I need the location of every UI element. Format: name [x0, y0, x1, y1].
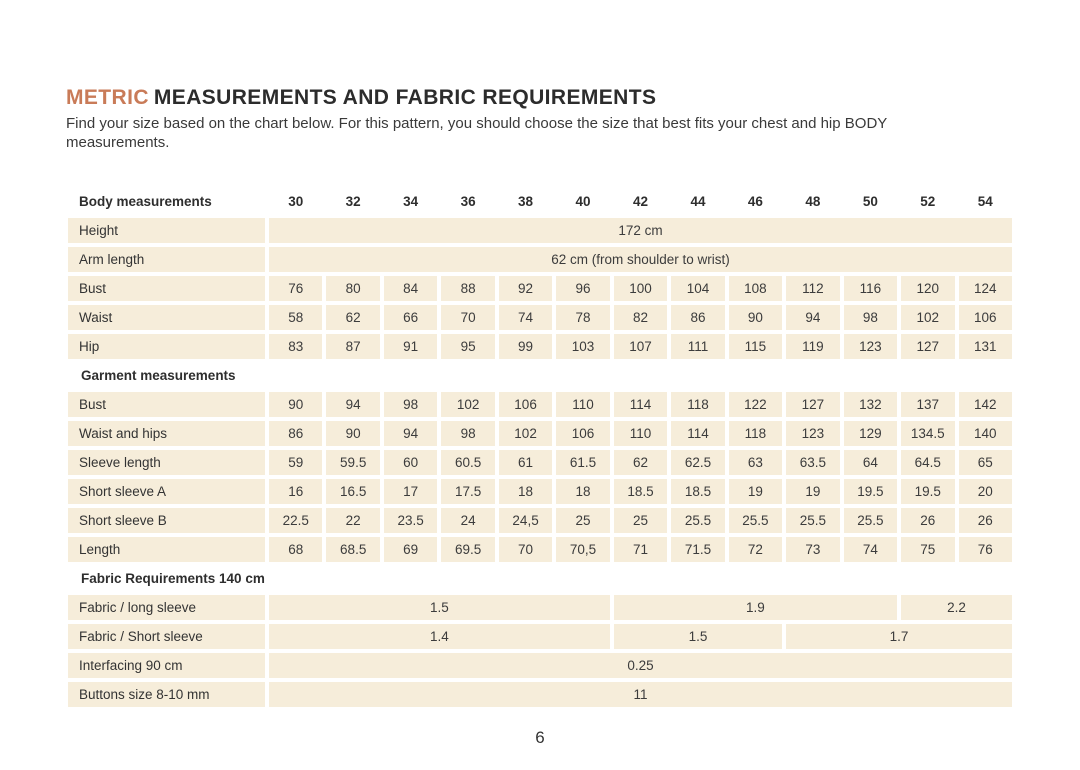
- value-cell: 1.5: [269, 595, 610, 620]
- value-cell: 122: [729, 392, 782, 417]
- value-cell: 80: [326, 276, 379, 301]
- value-cell: 90: [269, 392, 322, 417]
- table-row: [68, 653, 1012, 678]
- table-row: [68, 595, 1012, 620]
- value-cell: 62.5: [671, 450, 724, 475]
- value-cell: 18.5: [614, 479, 667, 504]
- row-label: Waist and hips: [68, 421, 265, 446]
- value-cell: 172 cm: [269, 218, 1012, 243]
- value-cell: 60.5: [441, 450, 494, 475]
- page-title: [66, 0, 1012, 110]
- value-cell: 22.5: [269, 508, 322, 533]
- value-cell: 114: [671, 421, 724, 446]
- table-row: [68, 479, 1012, 504]
- value-cell: 87: [326, 334, 379, 359]
- value-cell: 70,5: [556, 537, 609, 562]
- table-header-row: [68, 189, 1012, 214]
- value-cell: 69: [384, 537, 437, 562]
- value-cell: 76: [959, 537, 1012, 562]
- value-cell: 59: [269, 450, 322, 475]
- value-cell: 127: [901, 334, 954, 359]
- row-label: Fabric / long sleeve: [68, 595, 265, 620]
- value-cell: 86: [269, 421, 322, 446]
- value-cell: 64.5: [901, 450, 954, 475]
- row-label: Interfacing 90 cm: [68, 653, 265, 678]
- value-cell: 102: [901, 305, 954, 330]
- size-header-cell: 32: [345, 194, 361, 210]
- row-label: Sleeve length: [68, 450, 265, 475]
- value-cell: 100: [614, 276, 667, 301]
- value-cell: 1.9: [614, 595, 897, 620]
- value-cell: 86: [671, 305, 724, 330]
- subtitle: [66, 114, 1012, 152]
- value-cell: 63.5: [786, 450, 839, 475]
- value-cell: 137: [901, 392, 954, 417]
- value-cell: 65: [959, 450, 1012, 475]
- value-cell: 123: [844, 334, 897, 359]
- value-cell: 98: [844, 305, 897, 330]
- value-cell: 20: [959, 479, 1012, 504]
- value-cell: 94: [326, 392, 379, 417]
- value-cell: 98: [441, 421, 494, 446]
- value-cell: 25.5: [786, 508, 839, 533]
- table-row: [68, 508, 1012, 533]
- table-row: [68, 421, 1012, 446]
- value-cell: 106: [556, 421, 609, 446]
- value-cell: 110: [614, 421, 667, 446]
- value-cell: 16: [269, 479, 322, 504]
- value-cell: 17: [384, 479, 437, 504]
- value-cell: 71: [614, 537, 667, 562]
- value-cell: 92: [499, 276, 552, 301]
- row-label: Hip: [68, 334, 265, 359]
- value-cell: 22: [326, 508, 379, 533]
- row-label: Height: [68, 218, 265, 243]
- value-cell: 111: [671, 334, 724, 359]
- value-cell: 23.5: [384, 508, 437, 533]
- value-cell: 94: [384, 421, 437, 446]
- value-cell: 95: [441, 334, 494, 359]
- value-cell: 25: [614, 508, 667, 533]
- value-cell: 2.2: [901, 595, 1012, 620]
- value-cell: 18: [556, 479, 609, 504]
- value-cell: 78: [556, 305, 609, 330]
- row-label: Short sleeve B: [68, 508, 265, 533]
- value-cell: 120: [901, 276, 954, 301]
- value-cell: 61.5: [556, 450, 609, 475]
- content-area: [66, 0, 1012, 748]
- value-cell: 72: [729, 537, 782, 562]
- value-cell: 59.5: [326, 450, 379, 475]
- row-label: Buttons size 8-10 mm: [68, 682, 265, 707]
- value-cell: 62: [326, 305, 379, 330]
- table-row: [68, 450, 1012, 475]
- value-cell: 25.5: [844, 508, 897, 533]
- value-cell: 124: [959, 276, 1012, 301]
- value-cell: 106: [499, 392, 552, 417]
- value-cell: 18.5: [671, 479, 724, 504]
- subtitle-line-1: Find your size based on the chart below. For this pattern, you should choose the size that best fits your chest and hip BODY: [66, 115, 888, 133]
- subtitle-line-2: measurements.: [66, 134, 170, 152]
- value-cell: 24,5: [499, 508, 552, 533]
- value-cell: 71.5: [671, 537, 724, 562]
- value-cell: 112: [786, 276, 839, 301]
- row-label: Bust: [68, 392, 265, 417]
- row-label: Short sleeve A: [68, 479, 265, 504]
- row-label: Waist: [68, 305, 265, 330]
- table-row: [68, 276, 1012, 301]
- value-cell: 11: [269, 682, 1012, 707]
- value-cell: 127: [786, 392, 839, 417]
- table-row: [68, 537, 1012, 562]
- value-cell: 90: [729, 305, 782, 330]
- value-cell: 24: [441, 508, 494, 533]
- value-cell: 129: [844, 421, 897, 446]
- value-cell: 17.5: [441, 479, 494, 504]
- row-label: Arm length: [68, 247, 265, 272]
- row-label: Bust: [68, 276, 265, 301]
- value-cell: 142: [959, 392, 1012, 417]
- table-row: [68, 305, 1012, 330]
- value-cell: 73: [786, 537, 839, 562]
- value-cell: 96: [556, 276, 609, 301]
- table-row: [68, 247, 1012, 272]
- value-cell: 132: [844, 392, 897, 417]
- value-cell: 74: [499, 305, 552, 330]
- value-cell: 107: [614, 334, 667, 359]
- value-cell: 115: [729, 334, 782, 359]
- size-header-cell: 42: [632, 194, 648, 210]
- section-header: Garment measurements: [81, 368, 236, 384]
- value-cell: 19: [786, 479, 839, 504]
- value-cell: 102: [499, 421, 552, 446]
- value-cell: 68: [269, 537, 322, 562]
- table-row: [68, 624, 1012, 649]
- value-cell: 82: [614, 305, 667, 330]
- table-row: [68, 218, 1012, 243]
- value-cell: 19: [729, 479, 782, 504]
- table-row: [68, 334, 1012, 359]
- value-cell: 116: [844, 276, 897, 301]
- value-cell: 16.5: [326, 479, 379, 504]
- value-cell: 26: [901, 508, 954, 533]
- value-cell: 134.5: [901, 421, 954, 446]
- value-cell: 118: [671, 392, 724, 417]
- value-cell: 68.5: [326, 537, 379, 562]
- size-header-cell: 52: [920, 194, 936, 210]
- value-cell: 62: [614, 450, 667, 475]
- value-cell: 114: [614, 392, 667, 417]
- value-cell: 140: [959, 421, 1012, 446]
- value-cell: 70: [441, 305, 494, 330]
- value-cell: 103: [556, 334, 609, 359]
- value-cell: 108: [729, 276, 782, 301]
- value-cell: 25.5: [671, 508, 724, 533]
- value-cell: 25.5: [729, 508, 782, 533]
- table-header-label: Body measurements: [79, 194, 212, 210]
- size-header-cell: 50: [862, 194, 878, 210]
- row-label: Length: [68, 537, 265, 562]
- value-cell: 118: [729, 421, 782, 446]
- size-header-cell: 54: [977, 194, 993, 210]
- value-cell: 69.5: [441, 537, 494, 562]
- value-cell: 84: [384, 276, 437, 301]
- value-cell: 76: [269, 276, 322, 301]
- value-cell: 74: [844, 537, 897, 562]
- value-cell: 61: [499, 450, 552, 475]
- value-cell: 91: [384, 334, 437, 359]
- value-cell: 83: [269, 334, 322, 359]
- value-cell: 104: [671, 276, 724, 301]
- row-label: Fabric / Short sleeve: [68, 624, 265, 649]
- table-row: [68, 392, 1012, 417]
- value-cell: 110: [556, 392, 609, 417]
- size-header-cell: 36: [460, 194, 476, 210]
- value-cell: 19.5: [901, 479, 954, 504]
- value-cell: 106: [959, 305, 1012, 330]
- table-row: [68, 682, 1012, 707]
- page-number: 6: [535, 728, 545, 748]
- value-cell: 131: [959, 334, 1012, 359]
- value-cell: 19.5: [844, 479, 897, 504]
- value-cell: 25: [556, 508, 609, 533]
- size-header-cell: 48: [805, 194, 821, 210]
- value-cell: 70: [499, 537, 552, 562]
- value-cell: 18: [499, 479, 552, 504]
- size-header-cell: 30: [288, 194, 304, 210]
- value-cell: 66: [384, 305, 437, 330]
- size-header-cell: 38: [518, 194, 534, 210]
- size-header-cell: 46: [747, 194, 763, 210]
- size-header-cell: 34: [403, 194, 419, 210]
- size-header-cell: 40: [575, 194, 591, 210]
- title-rest: MEASUREMENTS AND FABRIC REQUIREMENTS: [153, 86, 657, 109]
- value-cell: 98: [384, 392, 437, 417]
- value-cell: 63: [729, 450, 782, 475]
- value-cell: 99: [499, 334, 552, 359]
- value-cell: 1.5: [614, 624, 782, 649]
- value-cell: 0.25: [269, 653, 1012, 678]
- value-cell: 88: [441, 276, 494, 301]
- value-cell: 119: [786, 334, 839, 359]
- value-cell: 64: [844, 450, 897, 475]
- section-header: Fabric Requirements 140 cm: [81, 571, 265, 587]
- title-highlight: METRIC: [66, 86, 149, 109]
- value-cell: 1.4: [269, 624, 610, 649]
- value-cell: 102: [441, 392, 494, 417]
- value-cell: 1.7: [786, 624, 1012, 649]
- measurement-table: [68, 189, 1012, 707]
- value-cell: 26: [959, 508, 1012, 533]
- value-cell: 123: [786, 421, 839, 446]
- value-cell: 75: [901, 537, 954, 562]
- value-cell: 58: [269, 305, 322, 330]
- value-cell: 94: [786, 305, 839, 330]
- value-cell: 62 cm (from shoulder to wrist): [269, 247, 1012, 272]
- value-cell: 90: [326, 421, 379, 446]
- value-cell: 60: [384, 450, 437, 475]
- size-header-cell: 44: [690, 194, 706, 210]
